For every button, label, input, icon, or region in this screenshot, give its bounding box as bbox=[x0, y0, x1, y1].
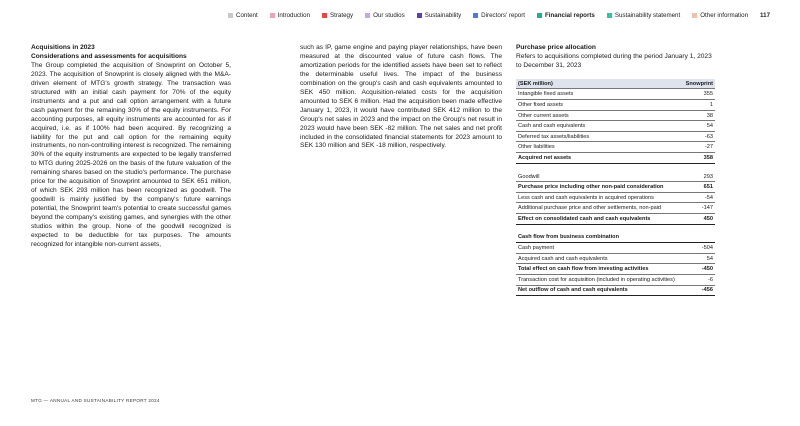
table-row-label: Deferred tax assets/liabilities bbox=[518, 133, 590, 140]
table-row-value: -63 bbox=[704, 133, 713, 140]
table-row-value: -450 bbox=[701, 266, 713, 273]
nav-item-strategy[interactable] bbox=[322, 12, 353, 19]
nav-color-square-icon bbox=[692, 13, 697, 18]
nav-item-label: Strategy bbox=[330, 11, 354, 19]
table-row-value: -504 bbox=[701, 245, 713, 252]
nav-color-square-icon bbox=[607, 13, 612, 18]
table-row bbox=[516, 111, 715, 122]
table-row-value: 1 bbox=[709, 101, 713, 108]
table-row-value: -147 bbox=[701, 205, 713, 212]
heading-considerations: Considerations and assessments for acquisitions bbox=[31, 52, 187, 60]
table-header-row bbox=[516, 79, 715, 90]
table-row-value: -54 bbox=[704, 194, 713, 201]
table-row bbox=[516, 214, 715, 225]
table-row-value: 358 bbox=[703, 154, 713, 161]
page-number: 117 bbox=[760, 11, 771, 19]
table-row-label: Purchase price including other non-paid consideration bbox=[518, 184, 664, 191]
table-row-label: Less cash and cash equivalents in acquired operations bbox=[518, 194, 654, 201]
nav-color-square-icon bbox=[417, 13, 422, 18]
table-row-label: Other fixed assets bbox=[518, 101, 564, 108]
nav-item-label: Other information bbox=[700, 11, 749, 19]
table-row-label: Other current assets bbox=[518, 112, 569, 119]
table-row bbox=[516, 153, 715, 164]
nav-item-label: Sustainability bbox=[424, 11, 462, 19]
page-footer: MTG — ANNUAL AND SUSTAINABILITY REPORT 2024 bbox=[31, 398, 160, 403]
table-row bbox=[516, 132, 715, 143]
nav-item-label: Our studios bbox=[373, 11, 405, 19]
nav-color-square-icon bbox=[270, 13, 275, 18]
table-group-goodwill bbox=[516, 172, 715, 225]
table-row-label: Acquired net assets bbox=[518, 154, 572, 161]
table-row-value: 293 bbox=[703, 173, 713, 180]
table-row bbox=[516, 142, 715, 153]
table-row bbox=[516, 100, 715, 111]
nav-item-label: Directors' report bbox=[481, 11, 525, 19]
nav-color-square-icon bbox=[473, 13, 478, 18]
nav-item-label: Content bbox=[236, 11, 258, 19]
nav-item-our-studios[interactable] bbox=[365, 12, 405, 19]
table-row-label: Cash payment bbox=[518, 245, 555, 252]
heading-purchase-price-allocation: Purchase price allocation bbox=[516, 44, 596, 51]
table-row bbox=[516, 172, 715, 183]
table-row bbox=[516, 286, 715, 297]
table-row-value: 54 bbox=[706, 123, 713, 130]
nav-item-sustainability-statement[interactable] bbox=[607, 12, 680, 19]
table-row-label: Other liabilities bbox=[518, 144, 555, 151]
table-row bbox=[516, 275, 715, 286]
table-row-value: 651 bbox=[703, 184, 713, 191]
top-navigation bbox=[228, 10, 790, 20]
table-row-value: 54 bbox=[706, 255, 713, 262]
table-row-label: Total effect on cash flow from investing activities bbox=[518, 266, 649, 273]
column-purchase-price-allocation bbox=[516, 44, 715, 296]
table-row-label: Net outflow of cash and cash equivalents bbox=[518, 287, 628, 294]
table-row-label: Cash flow from business combination bbox=[518, 234, 620, 241]
table-row bbox=[516, 233, 715, 244]
table-row-value: 450 bbox=[703, 215, 713, 222]
nav-item-other-information[interactable] bbox=[692, 12, 748, 19]
nav-item-directors-report[interactable] bbox=[473, 12, 525, 19]
table-row bbox=[516, 254, 715, 265]
table-header-value: Snowprint bbox=[685, 80, 713, 87]
table-row bbox=[516, 203, 715, 214]
nav-item-label: Financial reports bbox=[545, 11, 595, 19]
table-row-label: Intangible fixed assets bbox=[518, 91, 574, 98]
ppa-table bbox=[516, 79, 715, 296]
nav-item-financial-reports[interactable] bbox=[537, 12, 595, 19]
nav-color-square-icon bbox=[228, 13, 233, 18]
table-row bbox=[516, 182, 715, 193]
table-group-cash-flow bbox=[516, 233, 715, 297]
nav-color-square-icon bbox=[365, 13, 370, 18]
table-row-value: -456 bbox=[701, 287, 713, 294]
table-row-label: Effect on consolidated cash and cash equivalents bbox=[518, 215, 651, 222]
table-row-label: Cash and cash equivalents bbox=[518, 123, 586, 130]
continued-body-text: such as IP, game engine and paying player relationships, have been measured at the discounted value of future cash flows. The amortization periods for the identified assets have been set to reflect the determinable useful lives. The impact of the business combination on the group's cash and cash equivalents amounted to SEK 450 million. Acquisition-related costs for the acquisition amounted to SEK 6 million. Had the acquisition been made effective January 1, 2023, it would have contributed SEK 412 million to the Group's net sales in 2023 and the impact on the Group's net result in 2023 would have been SEK -82 million. The net sales and net profit included in the consolidated financial statements for 2023 amount to SEK 130 million and SEK -18 million, respectively. bbox=[300, 44, 502, 150]
column-acquisitions bbox=[31, 44, 231, 250]
table-row bbox=[516, 243, 715, 254]
table-row-label: Additional purchase price and other settlements, non-paid bbox=[518, 205, 662, 212]
nav-item-label: Sustainability statement bbox=[614, 11, 681, 19]
table-row bbox=[516, 121, 715, 132]
nav-item-content[interactable] bbox=[228, 12, 258, 19]
table-row-value: -27 bbox=[704, 144, 713, 151]
nav-item-introduction[interactable] bbox=[270, 12, 310, 19]
nav-color-square-icon bbox=[322, 13, 327, 18]
table-row-value: -6 bbox=[708, 276, 713, 283]
table-header-label: (SEK million) bbox=[518, 80, 553, 87]
ppa-intro-text: Refers to acquisitions completed during the period January 1, 2023 to December 31, 2023 bbox=[516, 52, 712, 69]
table-group-net-assets bbox=[516, 89, 715, 163]
acquisition-body-text: The Group completed the acquisition of Snowprint on October 5, 2023. The acquisition of Snowprint is closely aligned with the M&A-driven element of MTG's growth strategy. The transaction was structured with an initial cash payment for 70% of the equity instruments and a put and call option arrangement with a future cash payment for the remaining 30% of the equity instruments. For accounting purposes, all equity instruments are accounted for as if acquired, i.e. as if 100% had been acquired. By recognizing a liability for the put and call option for the remaining equity instruments, no non-controlling interest is recognized. The remaining 30% of the equity instruments are expected to be legally transferred to MTG during 2025-2026 on the basis of the future valuation of the remaining shares based on the studio's performance. The purchase price for the acquisition of Snowprint amounted to SEK 651 million, of which SEK 293 million has been recognized as goodwill. The goodwill is mainly justified by the company's future earnings potential, the Snowprint team's potential to create successful games beyond the company's existing games, and synergies with the other studios within the group. None of the goodwill recognized is expected to be deductible for tax purposes. The amounts recognized for intangible non-current assets, bbox=[31, 61, 231, 248]
nav-color-square-icon bbox=[537, 13, 542, 18]
table-row bbox=[516, 264, 715, 275]
column-continued-text bbox=[300, 44, 502, 151]
table-row bbox=[516, 193, 715, 204]
table-row-value: 38 bbox=[706, 112, 713, 119]
table-row-value: 355 bbox=[703, 91, 713, 98]
heading-acquisitions-2023: Acquisitions in 2023 bbox=[31, 44, 95, 51]
table-row-label: Goodwill bbox=[518, 173, 540, 180]
table-row-label: Transaction cost for acquisition (included in operating activities) bbox=[518, 276, 675, 283]
table-row bbox=[516, 89, 715, 100]
nav-item-sustainability[interactable] bbox=[417, 12, 461, 19]
table-row-label: Acquired cash and cash equivalents bbox=[518, 255, 608, 262]
nav-item-label: Introduction bbox=[277, 11, 311, 19]
